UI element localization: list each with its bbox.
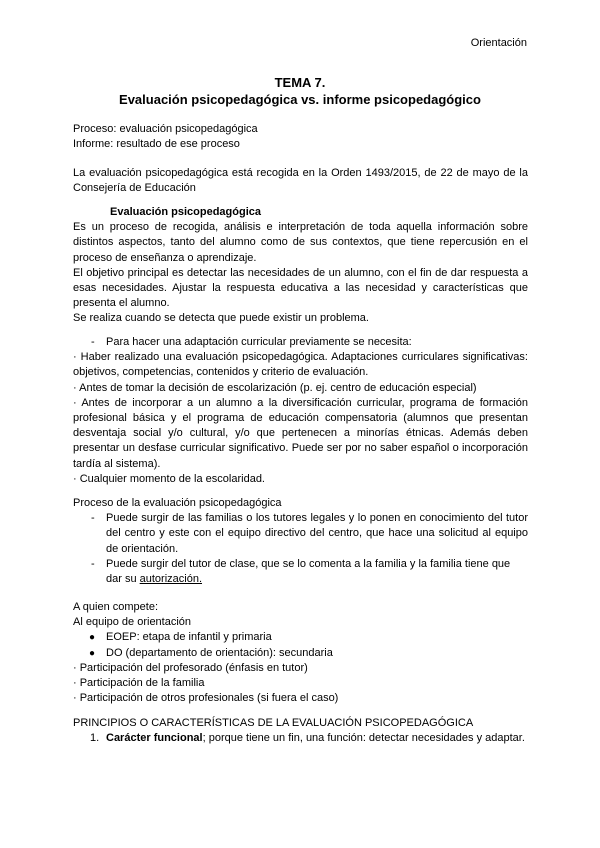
bullet-icon: ● xyxy=(89,647,96,659)
proceso-eval-section xyxy=(73,496,528,587)
compete-item-1: · Participación del profesorado (énfasis en tutor) xyxy=(73,661,308,674)
compete-item-2: · Participación de la familia xyxy=(73,677,205,690)
adaptacion-dash-text: Para hacer una adaptación curricular previamente se necesita: xyxy=(106,336,412,348)
adaptacion-item-4: · Cualquier momento de la escolaridad. xyxy=(73,472,265,485)
adaptacion-item-1: · Haber realizado una evaluación psicopedagógica. Adaptaciones curriculares significativas: objetivos, competencias, contenidos y criterio de evaluación. xyxy=(73,351,528,379)
list-number: 1. xyxy=(90,732,100,745)
compete-heading: A quien compete: xyxy=(73,601,159,613)
evaluacion-section xyxy=(73,205,528,327)
principios-section xyxy=(73,716,528,746)
dash-marker: - xyxy=(91,336,95,348)
intro-orden-text: La evaluación psicopedagógica está recogida en la Orden 1493/2015, de 22 de mayo de la Consejería de Educación xyxy=(73,167,528,195)
adaptacion-dash-item xyxy=(73,335,528,350)
proceso-eval-item-1 xyxy=(73,511,528,557)
title-line-2: Evaluación psicopedagógica vs. informe psicopedagógico xyxy=(119,92,481,107)
principios-heading: PRINCIPIOS O CARACTERÍSTICAS DE LA EVALUACIÓN PSICOPEDAGÓGICA xyxy=(73,717,474,729)
compete-section xyxy=(73,600,528,706)
principios-item-1-bold: Carácter funcional xyxy=(106,732,203,745)
adaptacion-item-3: · Antes de incorporar a un alumno a la diversificación curricular, programa de formación profesional básica y el programa de educación compensatoria (alumnos que presentan desventaja social y/o cultural, y/o que pertenecen a minorías étnicas. Además deben presentar un desfase curricular significativo. Puede ser por no saber español o incorporación tardía al sistema). xyxy=(73,396,528,470)
intro-proceso-informe xyxy=(73,122,528,152)
compete-bullet-2 xyxy=(73,646,528,661)
proceso-eval-heading: Proceso de la evaluación psicopedagógica xyxy=(73,497,282,509)
adaptacion-item-2: · Antes de tomar la decisión de escolarización (p. ej. centro de educación especial) xyxy=(73,381,477,394)
intro-proceso: Proceso: evaluación psicopedagógica xyxy=(73,123,258,135)
compete-bullet-2-text: DO (departamento de orientación): secundaria xyxy=(106,646,333,659)
autorizacion-underlined: autorización. xyxy=(139,573,203,586)
dash-marker: - xyxy=(91,557,95,570)
title-line-1: TEMA 7. xyxy=(274,75,326,90)
proceso-eval-item-1-text: Puede surgir de las familias o los tutores legales y lo ponen en conocimiento del tutor del centro y este con el equipo directivo del centro, que hace una solicitud al equipo de orientación. xyxy=(106,512,528,555)
header-section: Orientación xyxy=(470,37,527,49)
proceso-eval-item-2 xyxy=(73,557,528,587)
principios-item-1-text: ; porque tiene un fin, una función: detectar necesidades y adaptar. xyxy=(202,732,525,745)
dash-marker: - xyxy=(91,512,95,525)
compete-bullet-1 xyxy=(73,630,528,645)
compete-bullet-1-text: EOEP: etapa de infantil y primaria xyxy=(106,631,272,644)
intro-orden xyxy=(73,166,528,196)
principios-item-1 xyxy=(73,731,528,746)
intro-informe: Informe: resultado de ese proceso xyxy=(73,138,240,151)
proceso-eval-item-2-text: Puede surgir del tutor de clase, que se lo comenta a la familia y la familia tiene que dar su xyxy=(106,557,511,586)
title-block xyxy=(0,74,600,108)
evaluacion-p1: Es un proceso de recogida, análisis e interpretación de toda aquella información sobre distintos aspectos, tanto del alumno como de sus contextos, que tiene repercusión en el proceso de enseñanza o aprendizaje. xyxy=(73,221,528,264)
compete-item-3: · Participación de otros profesionales (si fuera el caso) xyxy=(73,692,339,705)
evaluacion-p3: Se realiza cuando se detecta que puede existir un problema. xyxy=(73,312,369,325)
bullet-icon: ● xyxy=(89,632,96,644)
adaptacion-section xyxy=(73,335,528,487)
compete-sub: Al equipo de orientación xyxy=(73,616,192,629)
evaluacion-heading: Evaluación psicopedagógica xyxy=(110,206,261,218)
evaluacion-p2: El objetivo principal es detectar las necesidades de un alumno, con el fin de dar respuesta a esas necesidades. Ajustar la respuesta educativa a las necesidad y características que presenta el alumno. xyxy=(73,266,528,310)
